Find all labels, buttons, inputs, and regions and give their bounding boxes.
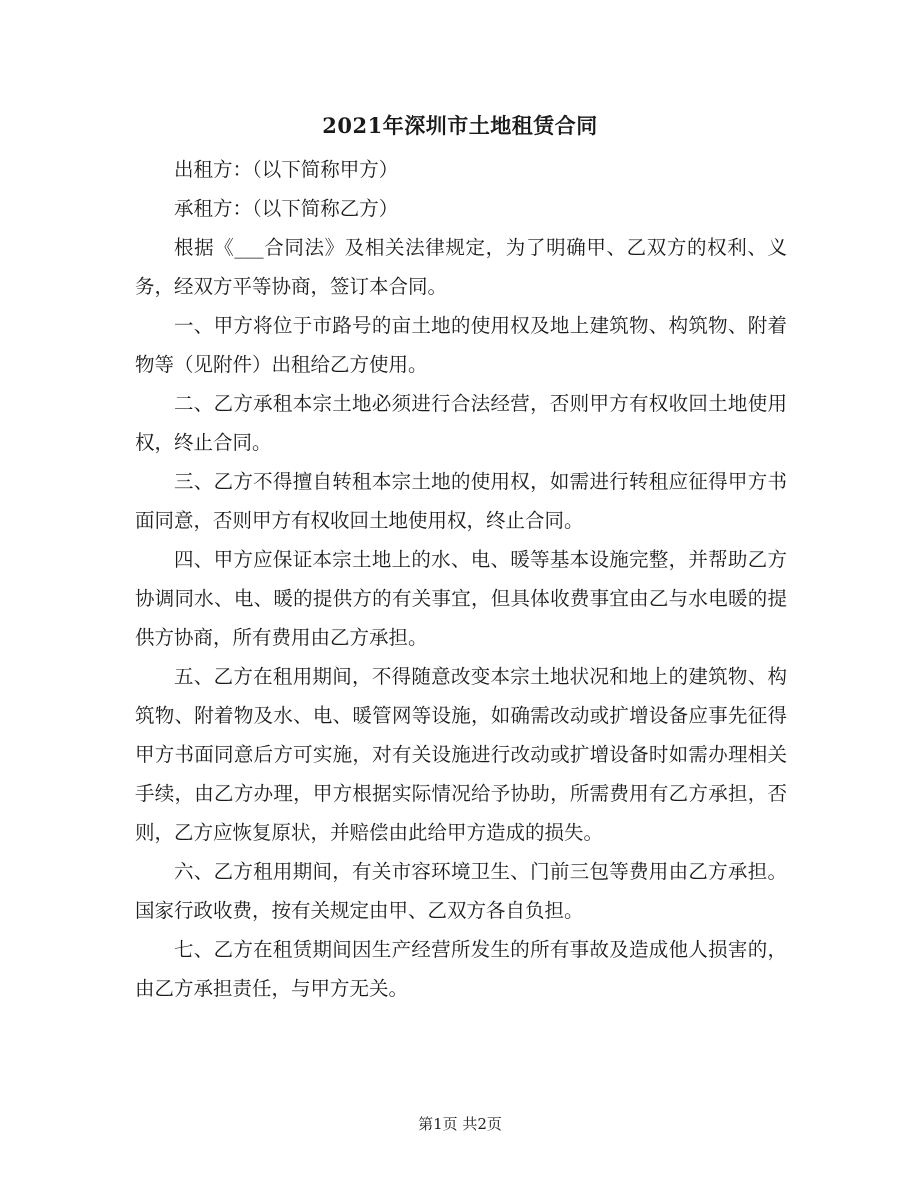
paragraph-lessee: 承租方：（以下简称乙方） [174, 197, 399, 220]
paragraph-clause-4: 四、甲方应保证本宗土地上的水、电、暖等基本设施完整，并帮助乙方协调同水、电、暖的提供方的有关事宜，但具体收费事宜由乙与水电暖的提供方协商，所有费用由乙方承担。 [135, 548, 787, 649]
paragraph-preamble: 根据《___合同法》及相关法律规定，为了明确甲、乙双方的权利、义务，经双方平等协商，签订本合同。 [135, 236, 787, 298]
paragraph-clause-7: 七、乙方在租赁期间因生产经营所发生的所有事故及造成他人损害的，由乙方承担责任，与甲方无关。 [135, 938, 787, 1000]
document-title: 2021年深圳市土地租赁合同 [322, 113, 598, 138]
paragraph-clause-5: 五、乙方在租用期间，不得随意改变本宗土地状况和地上的建筑物、构筑物、附着物及水、电、暖管网等设施，如确需改动或扩增设备应事先征得甲方书面同意后方可实施，对有关设施进行改动或扩增设备时如需办理相关手续，由乙方办理，甲方根据实际情况给予协助，所需费用有乙方承担，否则，乙方应恢复原状，并赔偿由此给甲方造成的损失。 [135, 665, 787, 844]
page-number-footer: 第1页 共2页 [418, 1115, 502, 1133]
paragraph-clause-2: 二、乙方承租本宗土地必须进行合法经营，否则甲方有权收回土地使用权，终止合同。 [135, 392, 787, 454]
paragraph-lessor: 出租方：（以下简称甲方） [174, 158, 399, 181]
paragraph-clause-6: 六、乙方租用期间，有关市容环境卫生、门前三包等费用由乙方承担。国家行政收费，按有关规定由甲、乙双方各自负担。 [135, 860, 787, 922]
document-body [135, 150, 787, 1008]
paragraph-clause-1: 一、甲方将位于市路号的亩土地的使用权及地上建筑物、构筑物、附着物等（见附件）出租给乙方使用。 [135, 314, 787, 376]
paragraph-clause-3: 三、乙方不得擅自转租本宗土地的使用权，如需进行转租应征得甲方书面同意，否则甲方有权收回土地使用权，终止合同。 [135, 470, 787, 532]
